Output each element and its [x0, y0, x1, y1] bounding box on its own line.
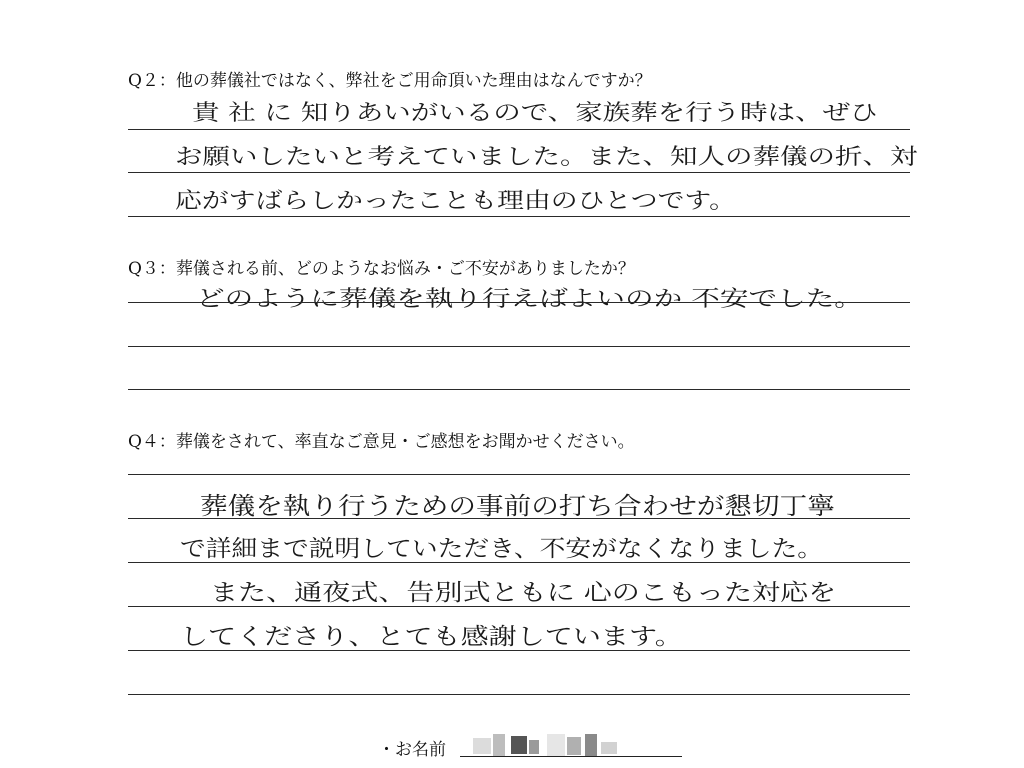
- answer-rule: [128, 172, 910, 173]
- q3-question: Q３：葬儀される前、どのようなお悩み・ご不安がありましたか？: [128, 259, 635, 279]
- answer-rule: [128, 474, 910, 475]
- answer-rule: [128, 606, 910, 607]
- q2-answer-line-1: 貴 社 に 知りあいがいるので、家族葬を行う時は、ぜひ: [192, 101, 878, 126]
- name-label: ・お名前: [378, 740, 446, 760]
- q4-question: Q４：葬儀をされて、率直なご意見・ご感想をお聞かせください。: [128, 432, 635, 452]
- answer-rule: [128, 346, 910, 347]
- q4-answer-line-4: してくださり、とても感謝しています。: [180, 624, 683, 650]
- name-field: [378, 732, 446, 760]
- name-underline: [460, 756, 682, 757]
- answer-rule: [128, 302, 910, 303]
- answer-rule: [128, 129, 910, 130]
- redacted-name-mosaic: [473, 734, 623, 756]
- answer-rule: [128, 694, 910, 695]
- q2-question: Q２：他の葬儀社ではなく、弊社をご用命頂いた理由はなんですか？: [128, 71, 652, 91]
- answer-rule: [128, 562, 910, 563]
- q3-answer-line-1: どのように葬儀を執り行えばよいのか 不安でした。: [196, 287, 863, 312]
- answer-rule: [128, 518, 910, 519]
- answer-rule: [128, 216, 910, 217]
- q2-answer-line-2: お願いしたいと考えていました。また、知人の葬儀の折、対: [175, 145, 918, 170]
- answer-rule: [128, 389, 910, 390]
- q4-answer-line-2: で詳細まで説明していただき、不安がなくなりました。: [180, 536, 823, 562]
- q4-answer-line-3: また、通夜式、告別式ともに 心のこもった対応を: [210, 580, 837, 606]
- answer-rule: [128, 650, 910, 651]
- q2-answer-line-3: 応がすばらしかったことも理由のひとつです。: [175, 189, 736, 214]
- q4-answer-line-1: 葬儀を執り行うための事前の打ち合わせが懇切丁寧: [200, 492, 835, 520]
